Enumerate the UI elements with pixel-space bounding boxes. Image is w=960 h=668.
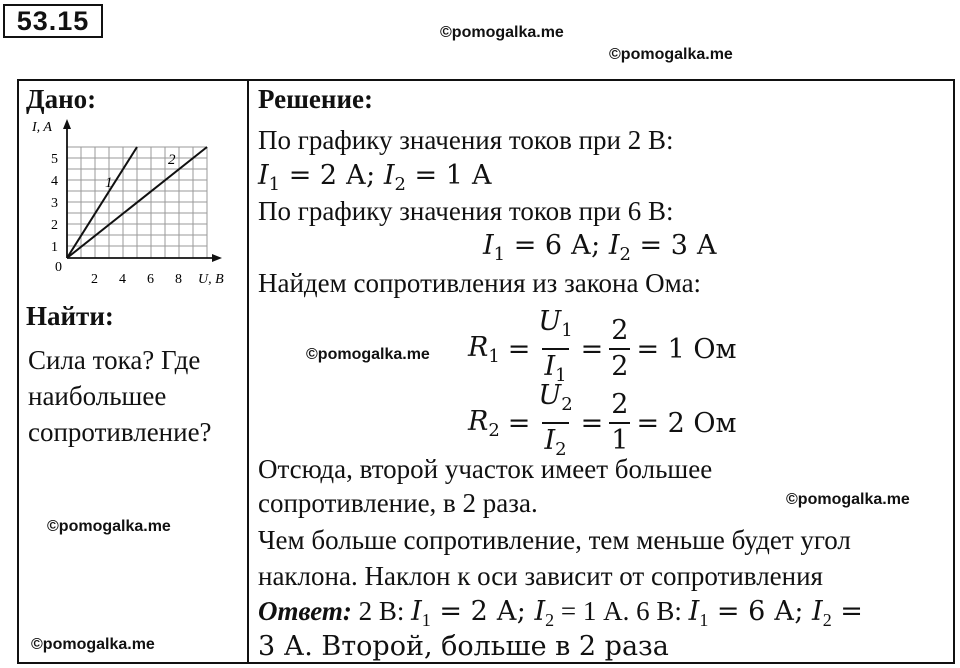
currents-at-2v: $I_1 = 2$ А; $I_2 = 1$ А — [258, 160, 492, 195]
current-voltage-graph — [24, 116, 242, 296]
line-2-label: 2 — [168, 152, 176, 168]
answer-line-2: 3 А. Второй, больше в 2 раза — [258, 631, 669, 662]
x-axis-arrow-icon — [212, 254, 222, 262]
currents-at-6v: $I_1 = 6$ А; $I_2 = 3$ А — [483, 230, 717, 265]
watermark: ©pomogalka.me — [31, 636, 155, 653]
find-heading: Найти: — [26, 301, 114, 331]
y-tick-label: 3 — [51, 196, 58, 211]
formula-r1: $R_1$ = $\frac{U_1}{I_1}$ = $\frac{2}{2}$ = 1 Ом — [468, 305, 737, 393]
y-tick-label: 1 — [51, 240, 58, 255]
solution-line: наклона. Наклон к оси зависит от сопротивления — [258, 561, 823, 591]
watermark: ©pomogalka.me — [306, 346, 430, 363]
find-line: наибольшее — [28, 381, 167, 411]
solution-line: По графику значения токов при 2 В: — [258, 125, 674, 155]
problem-number: 53.15 — [3, 4, 103, 38]
x-axis-label: U, B — [198, 272, 224, 287]
y-axis-arrow-icon — [63, 119, 71, 129]
watermark: ©pomogalka.me — [47, 518, 171, 535]
y-tick-label: 4 — [51, 174, 58, 189]
solution-line: По графику значения токов при 6 В: — [258, 196, 674, 226]
solution-heading: Решение: — [258, 84, 373, 114]
x-tick-label: 8 — [175, 272, 182, 287]
find-line: Сила тока? Где — [28, 345, 201, 375]
solution-line: Отсюда, второй участок имеет большее — [258, 454, 713, 484]
watermark: ©pomogalka.me — [609, 46, 733, 63]
y-tick-label: 2 — [51, 218, 58, 233]
x-tick-label: 2 — [91, 272, 98, 287]
formula-r2: $R_2$ = $\frac{U_2}{I_2}$ = $\frac{2}{1}$ = 2 Ом — [468, 379, 737, 467]
column-divider — [247, 79, 249, 664]
y-axis-label: I, A — [32, 120, 52, 135]
find-line: сопротивление? — [28, 417, 212, 447]
x-tick-label: 4 — [119, 272, 126, 287]
origin-label: 0 — [55, 260, 62, 275]
answer-label: Ответ: — [258, 596, 352, 626]
solution-line: сопротивление, в 2 раза. — [258, 488, 538, 518]
solution-line: Найдем сопротивления из закона Ома: — [258, 268, 702, 298]
x-tick-label: 6 — [147, 272, 154, 287]
solution-line: Чем больше сопротивление, тем меньше будет угол — [258, 525, 851, 555]
line-1-label: 1 — [105, 175, 113, 191]
y-tick-label: 5 — [51, 152, 58, 167]
watermark: ©pomogalka.me — [440, 24, 564, 41]
watermark: ©pomogalka.me — [786, 491, 910, 508]
answer-line: Ответ: 2 В: $I_1 = 2$ А; $I_2 = 1$ А. 6 В: $I_1 = 6$ А; $I_2$ = — [258, 596, 863, 630]
given-heading: Дано: — [26, 84, 97, 114]
